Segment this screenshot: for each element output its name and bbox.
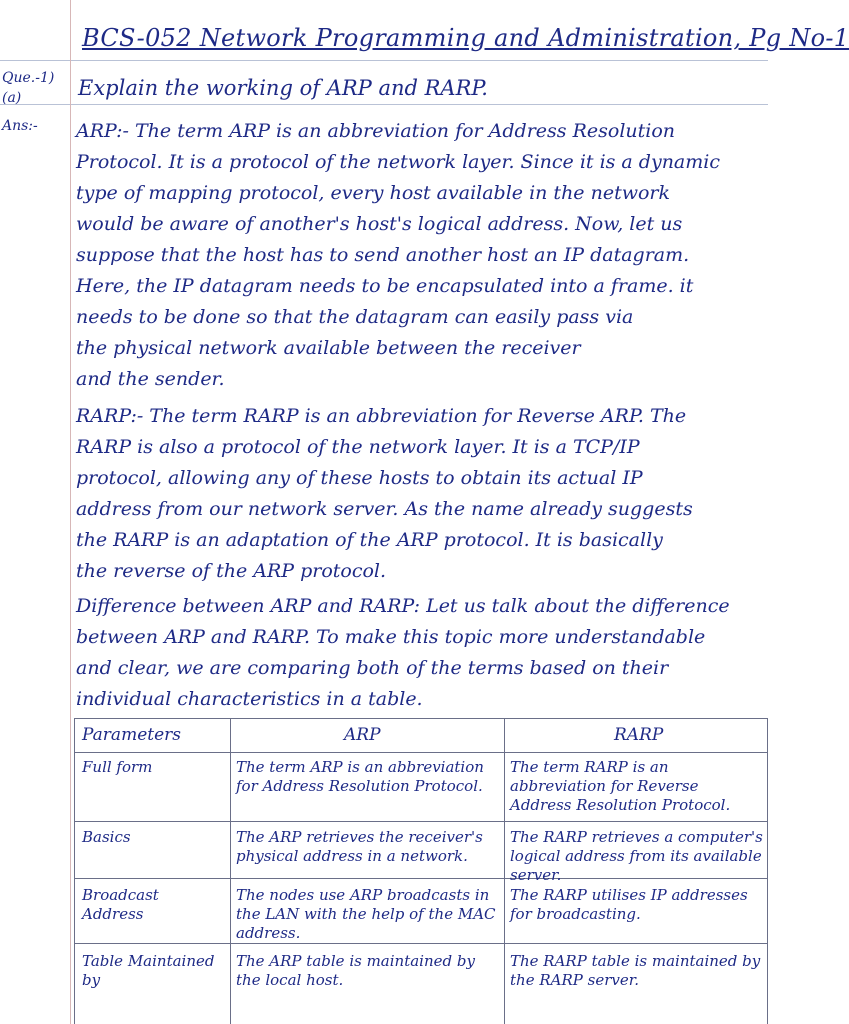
page-title: BCS-052 Network Programming and Administration, Pg No-1 [82, 24, 849, 52]
text-line: ARP:- The term ARP is an abbreviation for Address Resolution [76, 120, 676, 142]
text-line: RARP:- The term RARP is an abbreviation for Reverse ARP. The [76, 405, 687, 427]
text-line: the reverse of the ARP protocol. [76, 560, 387, 582]
text-line: individual characteristics in a table. [76, 688, 423, 710]
text-line: needs to be done so that the datagram can easily pass via [76, 306, 634, 328]
rarp-cell: The RARP table is maintained by the RARP server. [510, 952, 761, 989]
arp-cell: The ARP retrieves the receiver's physical address in a network. [236, 828, 483, 865]
arp-cell: The ARP table is maintained by the local host. [236, 952, 475, 989]
text-line: suppose that the host has to send another host an IP datagram. [76, 244, 690, 266]
page-margin-line [70, 0, 71, 1024]
text-line: address from our network server. As the name already suggests [76, 498, 693, 520]
text-line: would be aware of another's host's logical address. Now, let us [76, 213, 683, 235]
header-arp: ARP [344, 725, 381, 745]
question-part: (a) [2, 90, 22, 106]
comparison-table [74, 718, 768, 1024]
arp-cell: The term ARP is an abbreviation for Address Resolution Protocol. [236, 758, 484, 795]
param-cell: Table Maintained by [82, 952, 215, 989]
header-rarp: RARP [614, 725, 664, 745]
text-line: Here, the IP datagram needs to be encapsulated into a frame. it [76, 275, 694, 297]
arp-cell: The nodes use ARP broadcasts in the LAN with the help of the MAC address. [236, 886, 496, 942]
text-line: RARP is also a protocol of the network layer. It is a TCP/IP [76, 436, 640, 458]
question-number: Que.-1) [2, 70, 55, 86]
rarp-cell: The term RARP is an abbreviation for Reverse Address Resolution Protocol. [510, 758, 731, 814]
question-text: Explain the working of ARP and RARP. [78, 76, 488, 100]
param-cell: Basics [82, 828, 131, 846]
answer-label: Ans:- [2, 118, 38, 134]
text-line: the physical network available between the receiver [76, 337, 581, 359]
param-cell: Broadcast Address [82, 886, 159, 923]
text-line: and the sender. [76, 368, 225, 390]
text-line: Protocol. It is a protocol of the network layer. Since it is a dynamic [76, 151, 720, 173]
rarp-cell: The RARP retrieves a computer's logical address from its available server. [510, 828, 763, 884]
text-line: between ARP and RARP. To make this topic more understandable [76, 626, 706, 648]
text-line: type of mapping protocol, every host available in the network [76, 182, 671, 204]
header-parameters: Parameters [82, 725, 181, 745]
text-line: the RARP is an adaptation of the ARP protocol. It is basically [76, 529, 663, 551]
text-line: Difference between ARP and RARP: Let us talk about the difference [76, 595, 730, 617]
rarp-cell: The RARP utilises IP addresses for broadcasting. [510, 886, 748, 923]
text-line: protocol, allowing any of these hosts to obtain its actual IP [76, 467, 643, 489]
text-line: and clear, we are comparing both of the terms based on their [76, 657, 669, 679]
param-cell: Full form [82, 758, 153, 776]
